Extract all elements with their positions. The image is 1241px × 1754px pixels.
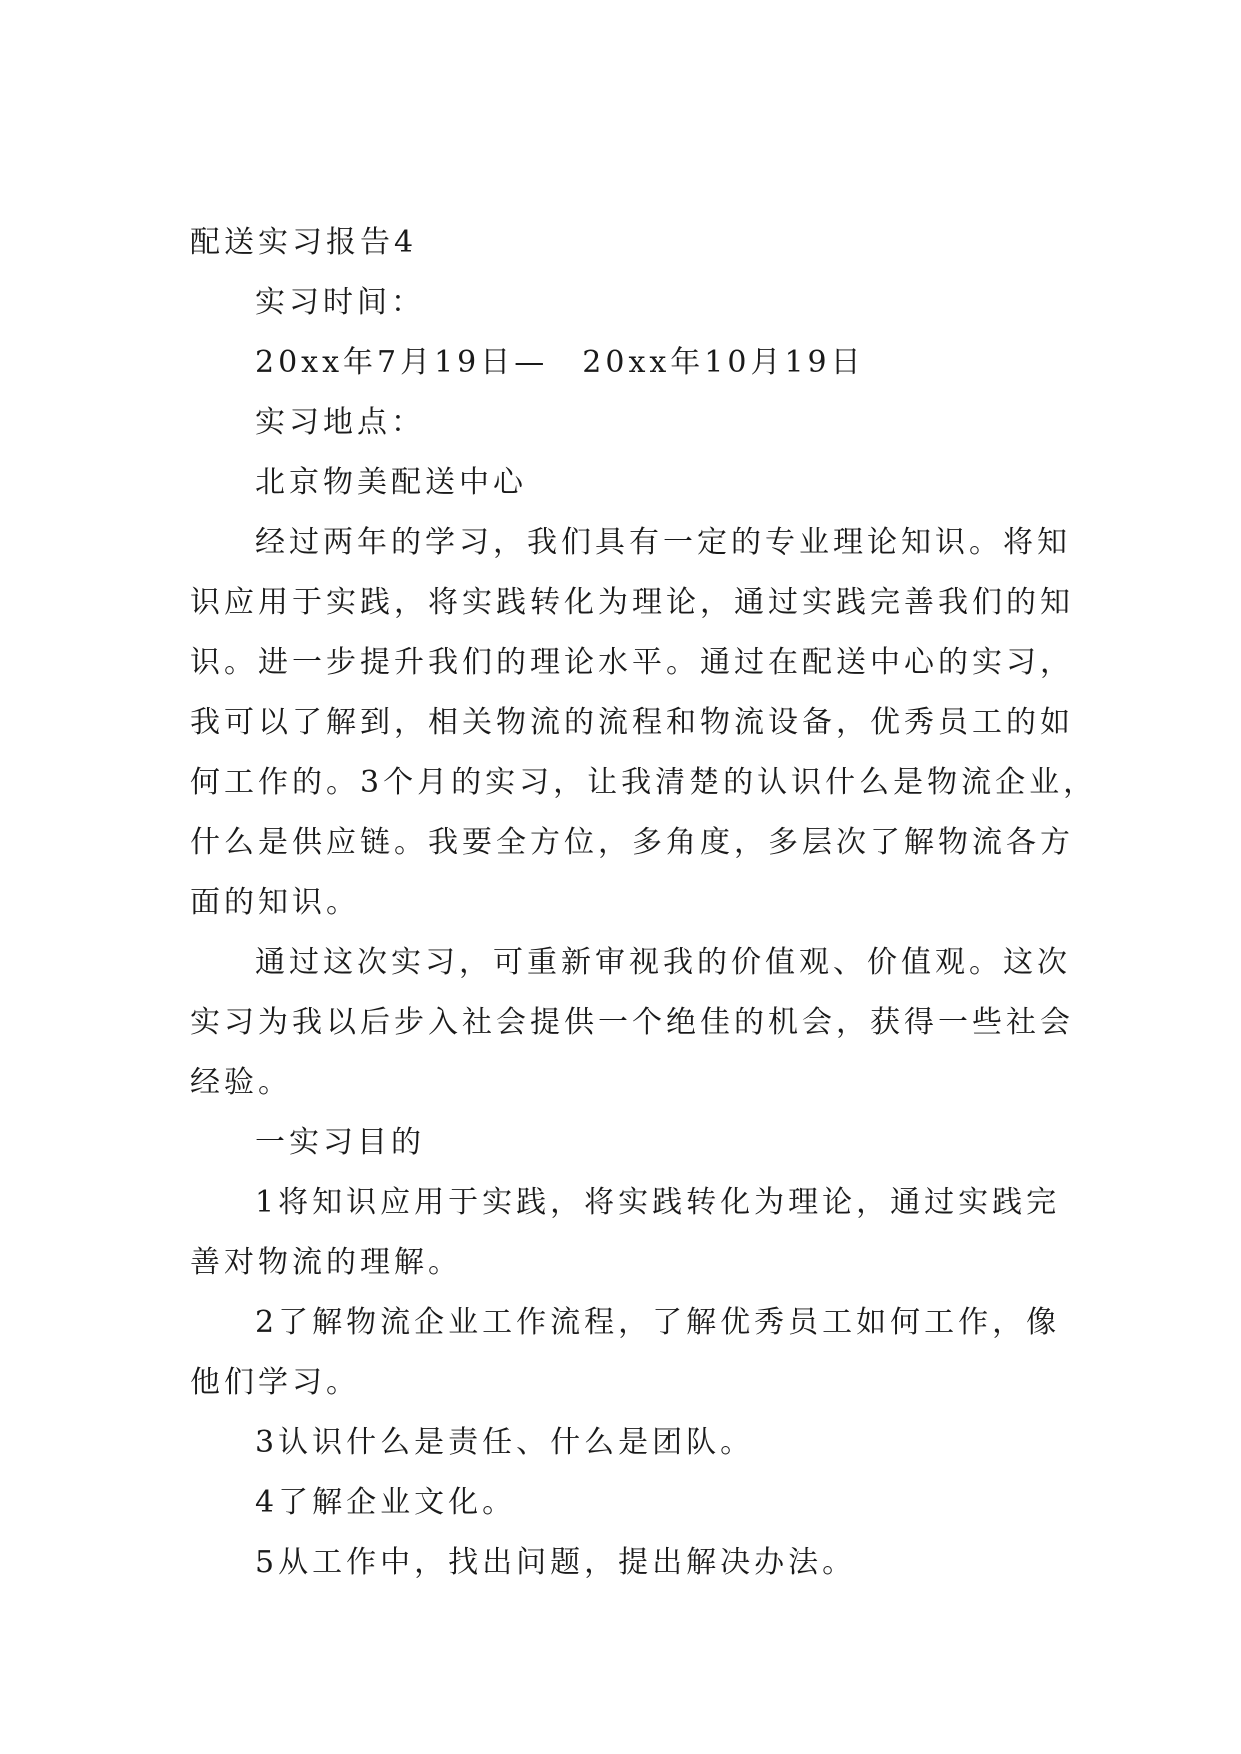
internship-time-label: 实习时间： <box>255 285 425 320</box>
paragraph-line: 什么是供应链。我要全方位，多角度，多层次了解物流各方 <box>190 825 1074 860</box>
section-heading: 一实习目的 <box>255 1125 425 1160</box>
paragraph-line: 面的知识。 <box>190 885 360 920</box>
goal-line: 1将知识应用于实践，将实践转化为理论，通过实践完 <box>255 1185 1061 1220</box>
goal-line: 3认识什么是责任、什么是团队。 <box>255 1425 755 1460</box>
paragraph-line: 我可以了解到，相关物流的流程和物流设备，优秀员工的如 <box>190 705 1074 740</box>
goal-line: 善对物流的理解。 <box>190 1245 462 1280</box>
goals-list <box>190 1173 1060 1593</box>
paragraph-line: 通过这次实习，可重新审视我的价值观、价值观。这次 <box>255 945 1071 980</box>
paragraph-line: 识。进一步提升我们的理论水平。通过在配送中心的实习， <box>190 645 1074 680</box>
goal-item <box>190 1533 1060 1593</box>
internship-location-value: 北京物美配送中心 <box>255 465 527 500</box>
paragraph-reflection <box>190 933 1074 1113</box>
internship-location-label: 实习地点： <box>255 405 425 440</box>
paragraph-line: 何工作的。3个月的实习，让我清楚的认识什么是物流企业， <box>190 765 1098 800</box>
paragraph-line: 经过两年的学习，我们具有一定的专业理论知识。将知 <box>255 525 1071 560</box>
goal-item <box>190 1473 1060 1533</box>
goal-item <box>190 1413 1060 1473</box>
goal-item <box>190 1293 1060 1413</box>
paragraph-line: 经验。 <box>190 1065 292 1100</box>
goal-line: 2了解物流企业工作流程，了解优秀员工如何工作，像 <box>255 1305 1061 1340</box>
document-body <box>190 213 1098 1593</box>
goal-line: 他们学习。 <box>190 1365 360 1400</box>
paragraph-intro <box>190 513 1098 933</box>
goal-line: 4了解企业文化。 <box>255 1485 517 1520</box>
document-title: 配送实习报告4 <box>190 225 418 260</box>
paragraph-line: 实习为我以后步入社会提供一个绝佳的机会，获得一些社会 <box>190 1005 1074 1040</box>
paragraph-line: 识应用于实践，将实践转化为理论，通过实践完善我们的知 <box>190 585 1074 620</box>
internship-time-value: 20xx年7月19日— 20xx年10月19日 <box>255 345 865 380</box>
goal-line: 5从工作中，找出问题，提出解决办法。 <box>255 1545 857 1580</box>
goal-item <box>190 1173 1060 1293</box>
